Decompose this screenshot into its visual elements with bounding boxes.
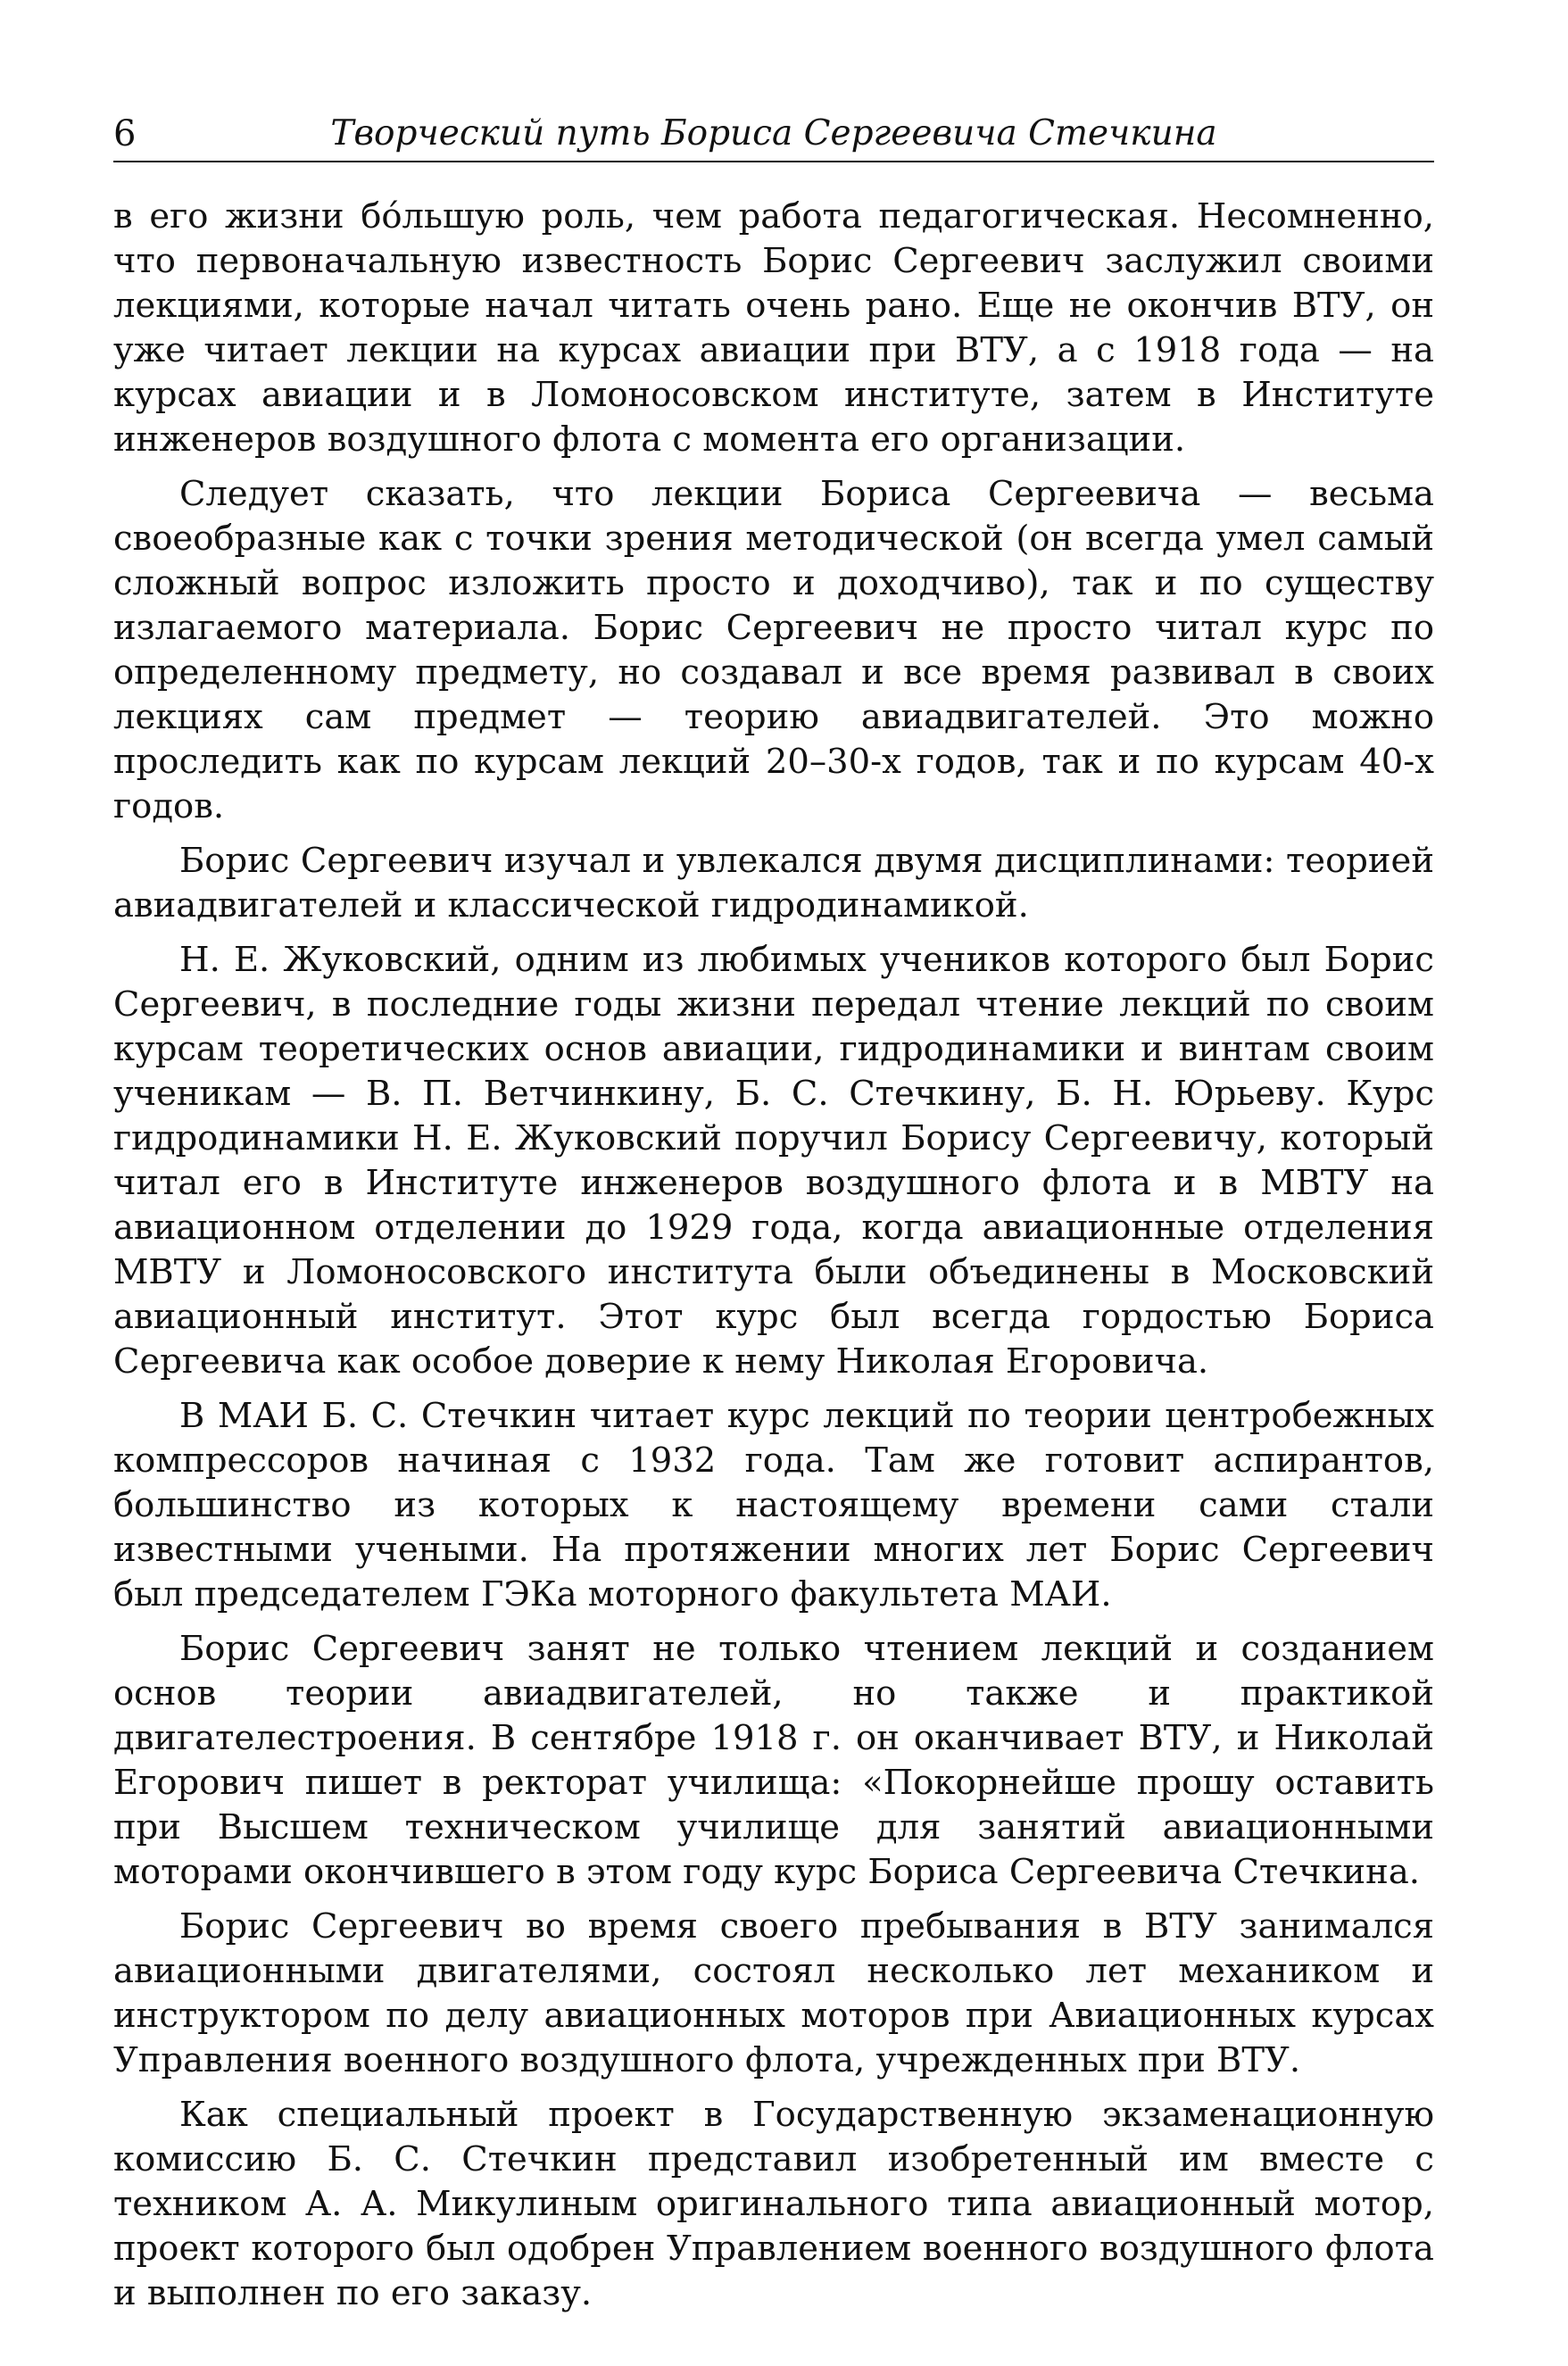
- paragraph-1: в его жизни бо́льшую роль, чем работа педагогическая. Несомненно, что первоначальную известность Борис Сергеевич заслужил своими лекциями, которые начал читать очень рано. Еще не окончив ВТУ, он уже читает лекции на курсах авиации при ВТУ, а с 1918 года — на курсах авиации и в Ломоносовском институте, затем в Институте инженеров воздушного флота с момента его организации.: [113, 196, 1434, 460]
- paragraph-6: Борис Сергеевич занят не только чтением лекций и созданием основ теории авиадвигателей, но также и практикой двигателестроения. В сентябре 1918 г. он оканчивает ВТУ, и Николай Егорович пишет в ректорат училища: «Покорнейше прошу оставить при Высшем техническом училище для занятий авиационными моторами окончившего в этом году курс Бориса Сергеевича Стечкина.: [113, 1629, 1434, 1892]
- paragraph-7: Борис Сергеевич во время своего пребывания в ВТУ занимался авиационными двигателями, состоял несколько лет механиком и инструктором по делу авиационных моторов при Авиационных курсах Управления военного воздушного флота, учрежденных при ВТУ.: [113, 1906, 1434, 2080]
- book-page: [113, 100, 1434, 2313]
- running-title: Творческий путь Бориса Сергеевича Стечкина: [330, 113, 1217, 154]
- paragraph-3: Борис Сергеевич изучал и увлекался двумя дисциплинами: теорией авиадвигателей и классической гидродинамикой.: [113, 841, 1434, 926]
- paragraph-8: Как специальный проект в Государственную экзаменационную комиссию Б. С. Стечкин представил изобретенный им вместе с техником А. А. Микулиным оригинального типа авиационный мотор, проект которого был одобрен Управлением военного воздушного флота и выполнен по его заказу.: [113, 2095, 1434, 2313]
- page-number: 6: [113, 113, 137, 154]
- paragraph-4: Н. Е. Жуковский, одним из любимых учеников которого был Борис Сергеевич, в последние годы жизни передал чтение лекций по своим курсам теоретических основ авиации, гидродинамики и винтам своим ученикам — В. П. Ветчинкину, Б. С. Стечкину, Б. Н. Юрьеву. Курс гидродинамики Н. Е. Жуковский поручил Борису Сергеевичу, который читал его в Институте инженеров воздушного флота и в МВТУ на авиационном отделении до 1929 года, когда авиационные отделения МВТУ и Ломоносовского института были объединены в Московский авиационный институт. Этот курс был всегда гордостью Бориса Сергеевича как особое доверие к нему Николая Егоровича.: [113, 940, 1434, 1382]
- paragraph-2: Следует сказать, что лекции Бориса Сергеевича — весьма своеобразные как с точки зрения методической (он всегда умел самый сложный вопрос изложить просто и доходчиво), так и по существу излагаемого материала. Борис Сергеевич не просто читал курс по определенному предмету, но создавал и все время развивал в своих лекциях сам предмет — теорию авиадвигателей. Это можно проследить как по курсам лекций 20–30-х годов, так и по курсам 40-х годов.: [113, 474, 1434, 826]
- running-head: [113, 100, 1434, 162]
- paragraph-5: В МАИ Б. С. Стечкин читает курс лекций по теории центробежных компрессоров начиная с 1932 года. Там же готовит аспирантов, большинство из которых к настоящему времени сами стали известными учеными. На протяжении многих лет Борис Сергеевич был председателем ГЭКа моторного факультета МАИ.: [113, 1396, 1434, 1615]
- body-text: [113, 195, 1434, 2316]
